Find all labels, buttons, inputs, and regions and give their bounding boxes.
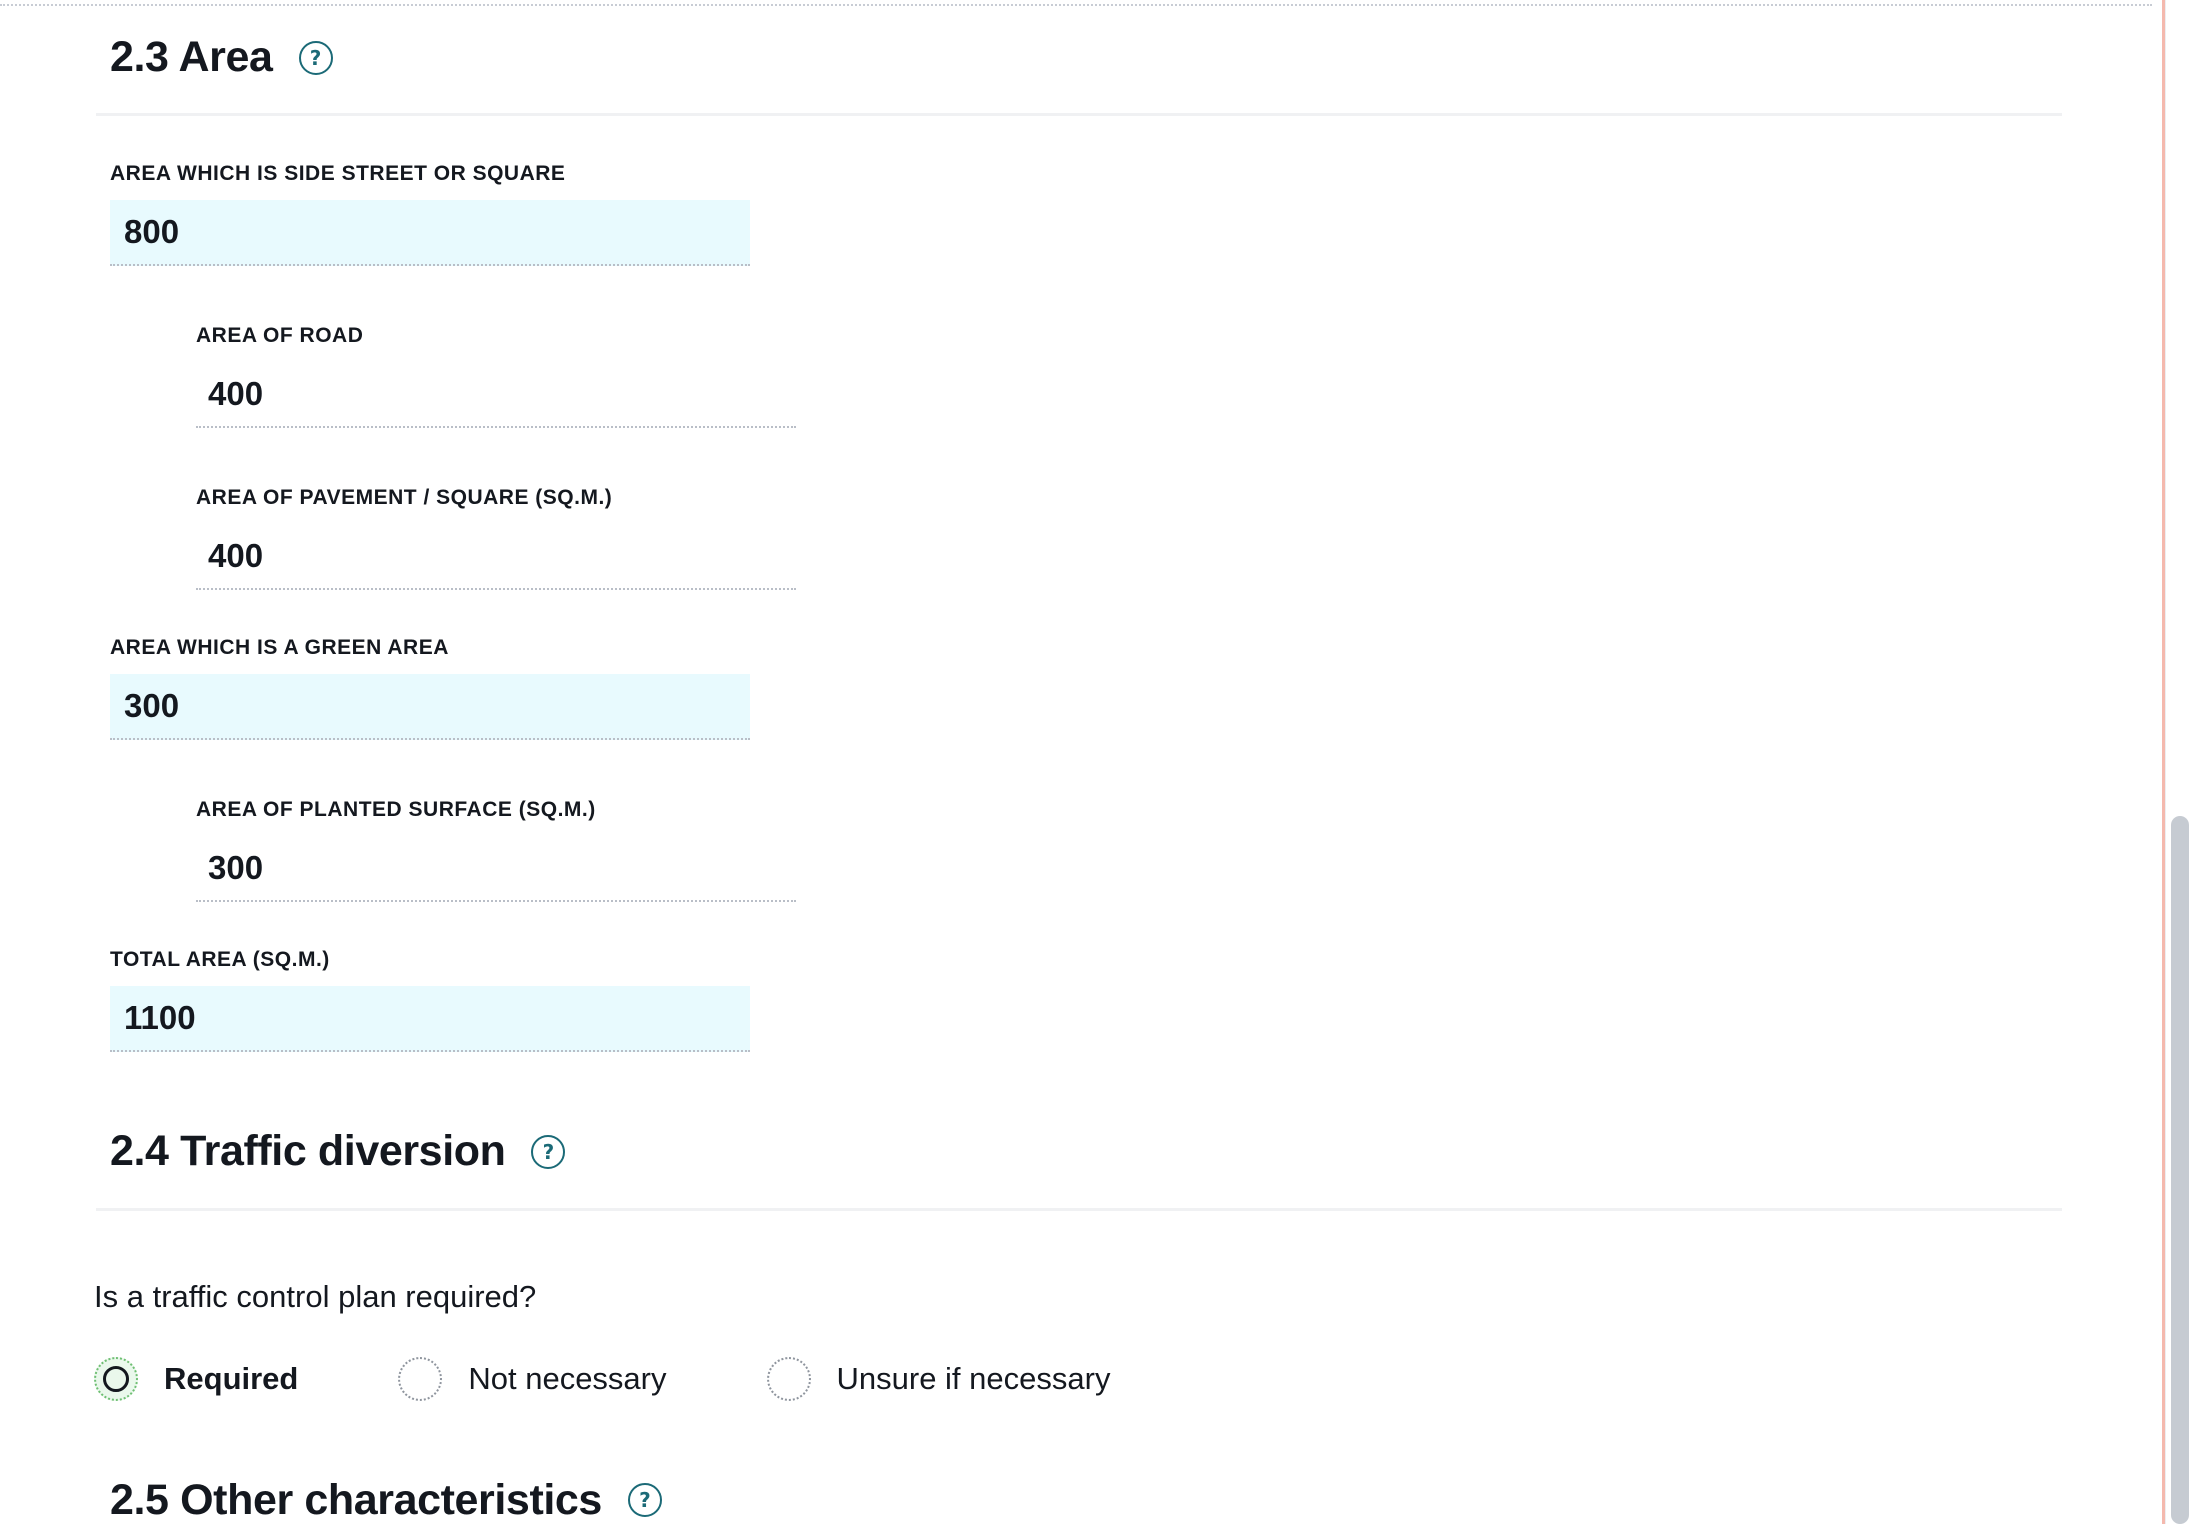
page-title: 2.3 Area	[110, 33, 273, 81]
field-label: AREA WHICH IS A GREEN AREA	[110, 636, 449, 660]
field-label: TOTAL AREA (SQ.M.)	[110, 948, 330, 972]
traffic-control-radio-group	[0, 1357, 2120, 1401]
section-title: 2.4 Traffic diversion	[110, 1127, 506, 1176]
radio-mark-icon	[398, 1357, 442, 1401]
field-label: AREA WHICH IS SIDE STREET OR SQUARE	[110, 162, 566, 186]
area-side-street-input[interactable]: 800	[110, 200, 750, 266]
field-label: AREA OF ROAD	[196, 324, 364, 348]
field-area-planted-surface	[0, 798, 2120, 902]
area-planted-surface-input[interactable]: 300	[196, 836, 796, 902]
traffic-control-question: Is a traffic control plan required?	[94, 1278, 537, 1314]
help-circle-icon[interactable]: ?	[299, 41, 333, 75]
radio-option-unsure-if-necessary[interactable]	[767, 1357, 1111, 1401]
field-total-area	[0, 948, 2120, 1052]
field-label: AREA OF PAVEMENT / SQUARE (SQ.M.)	[196, 486, 613, 510]
area-green-input[interactable]: 300	[110, 674, 750, 740]
radio-mark-icon	[767, 1357, 811, 1401]
field-area-pavement-square	[0, 486, 2120, 590]
help-circle-icon[interactable]: ?	[628, 1483, 662, 1517]
radio-label: Not necessary	[468, 1360, 667, 1396]
radio-label: Required	[164, 1360, 299, 1396]
help-circle-icon[interactable]: ?	[531, 1135, 565, 1169]
field-area-side-street	[0, 162, 2120, 266]
area-pavement-square-input[interactable]: 400	[196, 524, 796, 590]
field-area-of-road	[0, 324, 2120, 428]
section-header-area	[0, 34, 2120, 81]
vertical-scrollbar[interactable]	[2165, 0, 2192, 1524]
radio-label: Unsure if necessary	[836, 1360, 1111, 1396]
section-header-traffic-diversion	[0, 1128, 2120, 1175]
radio-option-required[interactable]	[94, 1357, 298, 1401]
scrollbar-thumb[interactable]	[2171, 816, 2189, 1524]
section-header-other-characteristics	[0, 1477, 2120, 1524]
area-of-road-input[interactable]: 400	[196, 362, 796, 428]
section-title: 2.5 Other characteristics	[110, 1475, 602, 1524]
radio-option-not-necessary[interactable]	[398, 1357, 666, 1401]
field-label: AREA OF PLANTED SURFACE (SQ.M.)	[196, 798, 596, 822]
section-divider	[96, 1208, 2062, 1211]
radio-mark-icon	[94, 1357, 138, 1401]
total-area-input[interactable]: 1100	[110, 986, 750, 1052]
section-divider	[96, 113, 2062, 116]
field-area-green	[0, 636, 2120, 740]
